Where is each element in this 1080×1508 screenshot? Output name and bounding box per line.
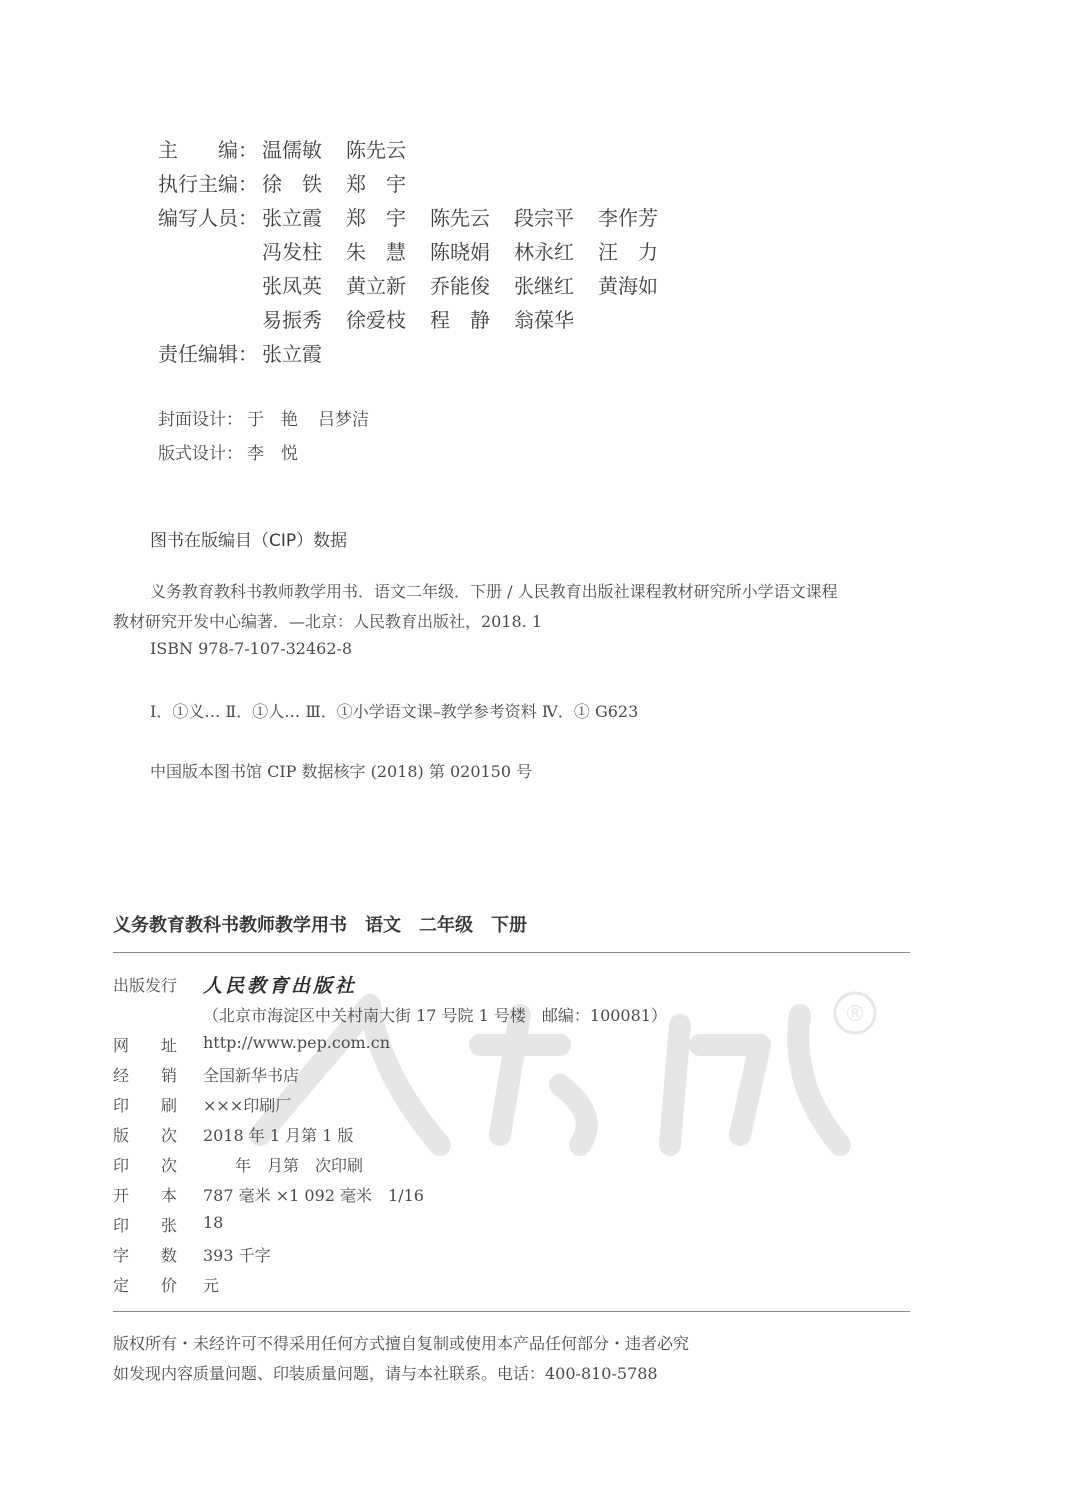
responsible-editor-name: 张立霞 bbox=[262, 342, 322, 366]
writer-name: 黄海如 bbox=[598, 274, 658, 298]
writer-name: 翁葆华 bbox=[514, 308, 574, 332]
writer-name: 林永红 bbox=[514, 240, 574, 264]
writer-name: 李作芳 bbox=[598, 206, 658, 230]
writer-name: 张凤英 bbox=[262, 274, 322, 298]
cip-title: 图书在版编目（CIP）数据 bbox=[150, 531, 348, 551]
divider bbox=[113, 952, 910, 953]
writer-name: 郑 宇 bbox=[346, 206, 406, 230]
colophon-row-label: 印 刷 bbox=[113, 1096, 178, 1115]
cover-designer-name: 吕梦洁 bbox=[318, 410, 369, 430]
publisher-label: 出版发行 bbox=[113, 976, 178, 995]
edition-value: 2018 年 1 月第 1 版 bbox=[203, 1126, 354, 1145]
publisher-logo: 人民教育出版社 bbox=[203, 975, 358, 997]
cip-description-line: 教材研究开发中心编著．—北京：人民教育出版社，2018. 1 bbox=[113, 612, 543, 631]
writer-name: 段宗平 bbox=[514, 206, 574, 230]
registered-mark: ® bbox=[844, 1002, 866, 1027]
cip-description-line: 义务教育教科书教师教学用书．语文二年级．下册 / 人民教育出版社课程教材研究所小学语文课程 bbox=[150, 582, 838, 601]
writer-name: 徐爱枝 bbox=[346, 308, 406, 332]
colophon-row-label: 印 次 bbox=[113, 1156, 178, 1175]
colophon-row-label: 印 张 bbox=[113, 1216, 178, 1235]
format-value: 787 毫米 ×1 092 毫米 1/16 bbox=[203, 1186, 424, 1205]
chief-editor-label: 主 编： bbox=[158, 138, 258, 162]
writer-name: 易振秀 bbox=[262, 308, 322, 332]
writer-name: 陈先云 bbox=[430, 206, 490, 230]
writer-name: 张立霞 bbox=[262, 206, 322, 230]
copyright-notice: 版权所有・未经许可不得采用任何方式擅自复制或使用本产品任何部分・违者必究 bbox=[113, 1334, 690, 1353]
colophon-row-label: 定 价 bbox=[113, 1276, 178, 1295]
website-value: http://www.pep.com.cn bbox=[203, 1033, 391, 1052]
colophon-row-label: 网 址 bbox=[113, 1036, 178, 1055]
colophon-row-label: 经 销 bbox=[113, 1066, 178, 1085]
exec-editor-name: 徐 铁 bbox=[262, 172, 322, 196]
cip-classification: Ⅰ．①义… Ⅱ．①人… Ⅲ．①小学语文课–教学参考资料 Ⅳ．① G623 bbox=[150, 702, 639, 721]
sheets-value: 18 bbox=[203, 1213, 224, 1232]
exec-editor-label: 执行主编： bbox=[158, 172, 258, 196]
cover-design-label: 封面设计： bbox=[158, 410, 243, 430]
writer-name: 冯发柱 bbox=[262, 240, 322, 264]
writer-name: 黄立新 bbox=[346, 274, 406, 298]
book-title: 义务教育教科书教师教学用书 语文 二年级 下册 bbox=[113, 915, 527, 936]
colophon-row-label: 版 次 bbox=[113, 1126, 178, 1145]
printing-value: 年 月第 次印刷 bbox=[203, 1156, 364, 1175]
printer-value: ×××印刷厂 bbox=[203, 1096, 292, 1115]
writer-name: 乔能俊 bbox=[430, 274, 490, 298]
exec-editor-name: 郑 宇 bbox=[346, 172, 406, 196]
colophon-row-label: 字 数 bbox=[113, 1246, 178, 1265]
chief-editor-name: 温儒敏 bbox=[262, 138, 322, 162]
writers-label: 编写人员： bbox=[158, 206, 258, 230]
responsible-editor-label: 责任编辑： bbox=[158, 342, 258, 366]
colophon-row-label: 开 本 bbox=[113, 1186, 178, 1205]
layout-design-label: 版式设计： bbox=[158, 444, 243, 464]
writer-name: 汪 力 bbox=[598, 240, 658, 264]
writer-name: 陈晓娟 bbox=[430, 240, 490, 264]
contact-notice: 如发现内容质量问题、印装质量问题，请与本社联系。电话：400-810-5788 bbox=[113, 1364, 658, 1383]
chief-editor-name: 陈先云 bbox=[346, 138, 406, 162]
layout-designer-name: 李 悦 bbox=[247, 444, 298, 464]
cip-number: 中国版本图书馆 CIP 数据核字 (2018) 第 020150 号 bbox=[150, 762, 533, 781]
word-count-value: 393 千字 bbox=[203, 1246, 271, 1265]
writer-name: 朱 慧 bbox=[346, 240, 406, 264]
cover-designer-name: 于 艳 bbox=[247, 410, 298, 430]
price-value: 元 bbox=[203, 1276, 220, 1295]
writer-name: 张继红 bbox=[514, 274, 574, 298]
publisher-address: （北京市海淀区中关村南大街 17 号院 1 号楼 邮编：100081） bbox=[203, 1006, 667, 1025]
divider bbox=[113, 1311, 910, 1312]
writer-name: 程 静 bbox=[430, 308, 490, 332]
distributor-value: 全国新华书店 bbox=[203, 1066, 300, 1085]
cip-isbn: ISBN 978-7-107-32462-8 bbox=[150, 639, 353, 658]
